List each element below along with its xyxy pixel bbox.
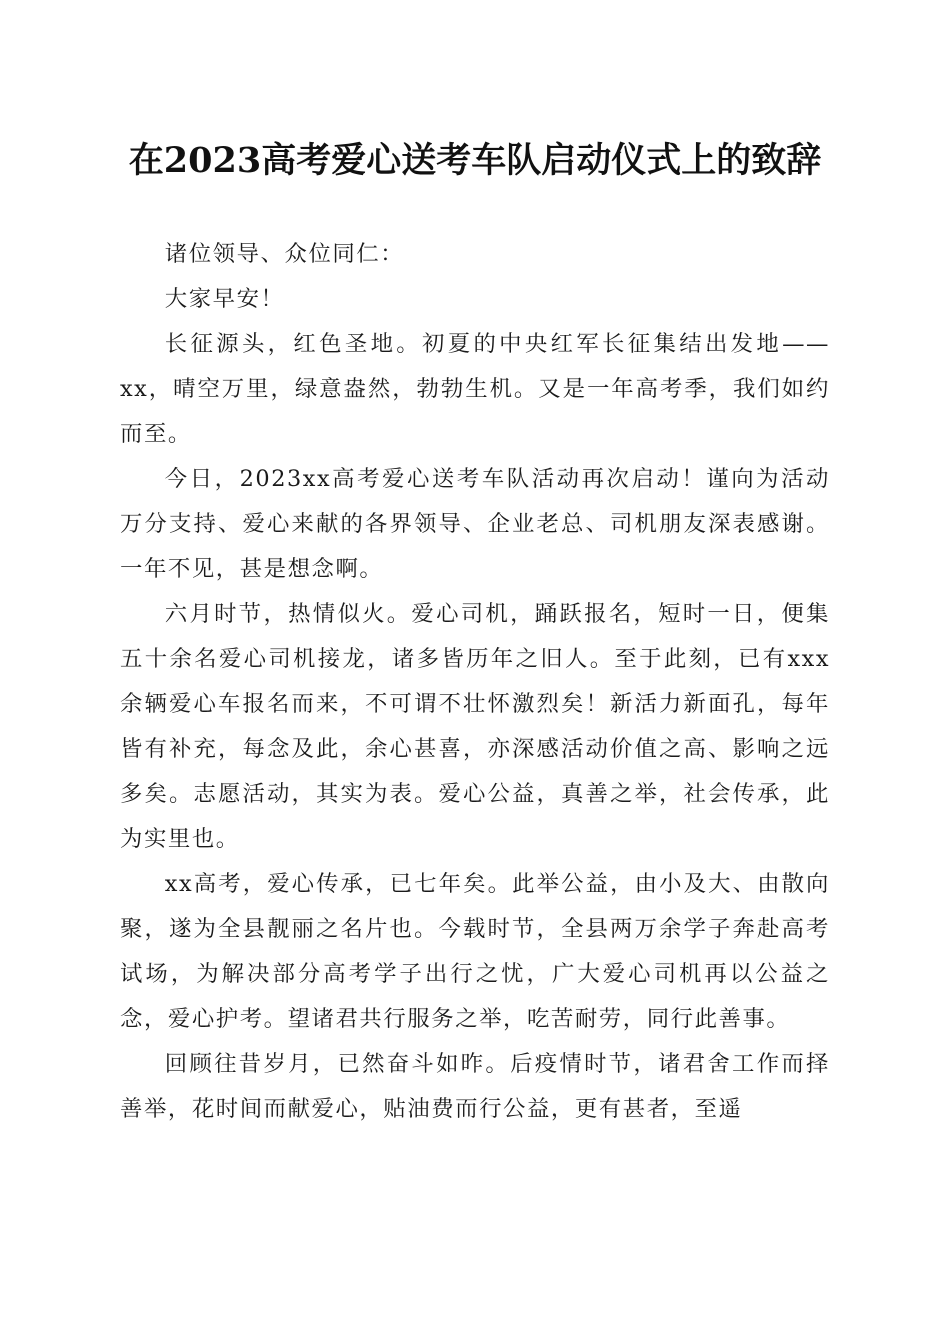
document-title: 在2023高考爱心送考车队启动仪式上的致辞	[128, 140, 822, 181]
paragraph: 六月时节，热情似火。爱心司机，踊跃报名，短时一日，便集五十余名爱心司机接龙，诸多皆历年之旧人。至于此刻，已有xxx余辆爱心车报名而来，不可谓不壮怀激烈矣！新活力新面孔，每年皆有补充，每念及此，余心甚喜，亦深感活动价值之高、影响之远多矣。志愿活动，其实为表。爱心公益，真善之举，社会传承，此为实里也。	[120, 601, 830, 852]
paragraph: 今日，2023xx高考爱心送考车队活动再次启动！谨向为活动万分支持、爱心来献的各界领导、企业老总、司机朋友深表感谢。一年不见，甚是想念啊。	[120, 466, 830, 582]
paragraph: 长征源头，红色圣地。初夏的中央红军长征集结出发地——xx，晴空万里，绿意盎然，勃勃生机。又是一年高考季，我们如约而至。	[120, 331, 830, 447]
document-body	[120, 232, 830, 1132]
salutation: 诸位领导、众位同仁：	[164, 241, 405, 267]
paragraph: 回顾往昔岁月，已然奋斗如昨。后疫情时节，诸君舍工作而择善举，花时间而献爱心，贴油费而行公益，更有甚者，至遥	[120, 1051, 830, 1122]
paragraph: xx高考，爱心传承，已七年矣。此举公益，由小及大、由散向聚，遂为全县靓丽之名片也。今载时节，全县两万余学子奔赴高考试场，为解决部分高考学子出行之忧，广大爱心司机再以公益之念，爱心护考。望诸君共行服务之举，吃苦耐劳，同行此善事。	[120, 871, 830, 1032]
greeting: 大家早安！	[164, 286, 285, 312]
